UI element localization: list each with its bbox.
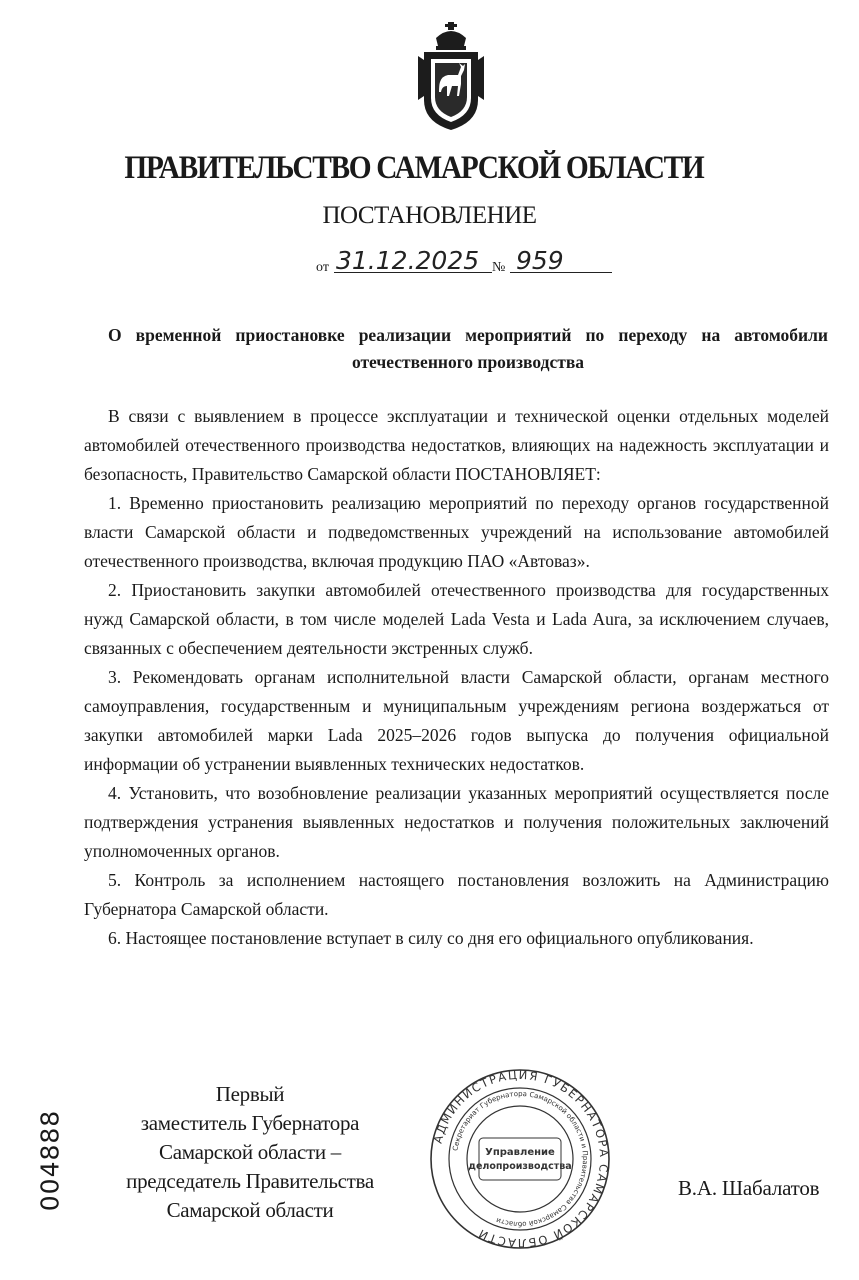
- date-number-line: [316, 246, 616, 276]
- signer-position: [100, 1080, 400, 1225]
- body-item-2: 2. Приостановить закупки автомобилей отечественного производства для государственных нужд Самарской области, в том числе моделей Lada Vesta и Lada Aura, за исключением случаев, связанных с обеспечением деятельности экстренных служб.: [84, 580, 829, 658]
- signer-line: Самарской области –: [159, 1140, 341, 1164]
- document-subject: О временной приостановке реализации мероприятий по переходу на автомобили отечественного производства: [108, 325, 828, 372]
- stamp-center-line-1: Управление: [485, 1147, 555, 1158]
- document-number: 959: [516, 246, 564, 275]
- number-prefix: №: [492, 260, 506, 275]
- body-item-3: 3. Рекомендовать органам исполнительной власти Самарской области, органам местного самоуправления, государственным и муниципальным учреждениям региона воздержаться от закупки автомобилей марки Lada 2025–2026 годов выпуска до получения официальной информации об устранении выявленных технических недостатков.: [84, 667, 829, 774]
- samara-coat-of-arms-icon: [414, 20, 488, 132]
- document-body: [84, 402, 829, 953]
- body-item-1: 1. Временно приостановить реализацию мероприятий по переходу органов государственной власти Самарской области и подведомственных учреждений на использование автомобилей отечественного производства, включая продукцию ПАО «Автоваз».: [84, 493, 829, 571]
- number-underline: [510, 272, 612, 273]
- signer-line: Самарской области: [166, 1198, 334, 1222]
- stamp-center-line-2: делопроизводства: [468, 1161, 572, 1172]
- signer-line: председатель Правительства: [126, 1169, 374, 1193]
- document-type: ПОСТАНОВЛЕНИЕ: [322, 202, 537, 229]
- body-item-4: 4. Установить, что возобновление реализации указанных мероприятий осуществляется после подтверждения устранения выявленных недостатков и получения положительных заключений уполномоченных органов.: [84, 783, 829, 861]
- signer-line: Первый: [215, 1082, 285, 1106]
- signer-name: В.А. Шабалатов: [678, 1176, 820, 1200]
- body-item-5: 5. Контроль за исполнением настоящего постановления возложить на Администрацию Губернатора Самарской области.: [84, 870, 829, 919]
- date-underline: [334, 272, 492, 273]
- body-item-6: 6. Настоящее постановление вступает в силу со дня его официального опубликования.: [108, 928, 754, 948]
- stamp-outer-text: АДМИНИСТРАЦИЯ ГУБЕРНАТОРА САМАРСКОЙ ОБЛАСТИ: [430, 1068, 611, 1250]
- date-prefix: от: [316, 260, 329, 275]
- official-stamp: [429, 1068, 611, 1250]
- body-intro: В связи с выявлением в процессе эксплуатации и технической оценки отдельных моделей автомобилей отечественного производства недостатков, влияющих на надежность эксплуатации и безопасность, Правительство Самарской области ПОСТАНОВЛЯЕТ:: [84, 406, 829, 484]
- signer-line: заместитель Губернатора: [140, 1111, 360, 1135]
- government-title: ПРАВИТЕЛЬСТВО САМАРСКОЙ ОБЛАСТИ: [124, 150, 704, 186]
- stamp-inner-text: Секретариат Губернатора Самарской области и Правительства Самарской области: [451, 1089, 590, 1229]
- serial-number: 004888: [35, 1109, 65, 1212]
- document-date: 31.12.2025: [336, 246, 480, 275]
